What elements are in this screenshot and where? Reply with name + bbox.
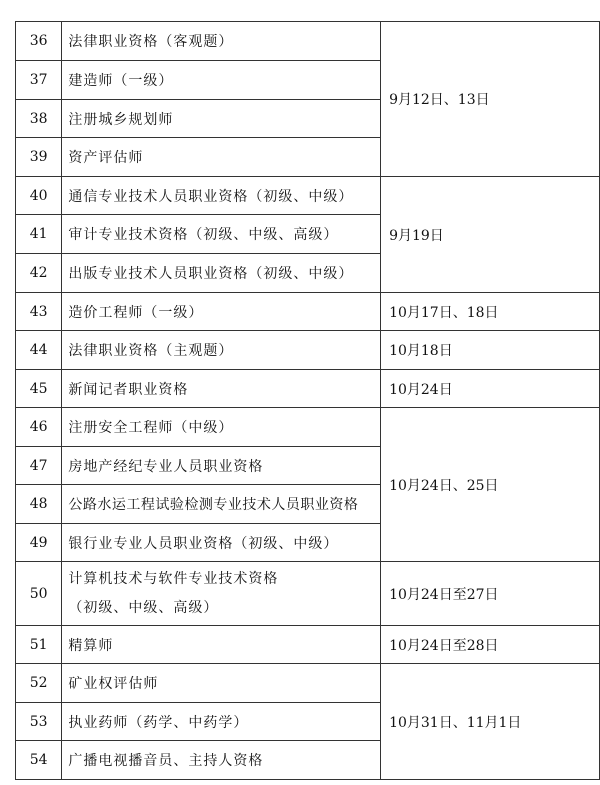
row-number: 53 xyxy=(16,703,62,741)
exam-name: 广播电视播音员、主持人资格 xyxy=(62,741,381,780)
row-number: 44 xyxy=(16,331,62,370)
row-number: 52 xyxy=(16,664,62,703)
row-number: 38 xyxy=(16,100,62,138)
exam-name: 房地产经纪专业人员职业资格 xyxy=(62,447,381,485)
row-number: 42 xyxy=(16,254,62,293)
exam-name: 新闻记者职业资格 xyxy=(62,370,381,408)
exam-date: 9月19日 xyxy=(381,177,600,293)
row-number: 54 xyxy=(16,741,62,780)
exam-date: 10月24日 xyxy=(381,370,600,408)
table-row xyxy=(16,177,600,215)
exam-name: 造价工程师（一级） xyxy=(62,293,381,331)
row-number: 48 xyxy=(16,485,62,524)
row-number: 49 xyxy=(16,524,62,562)
exam-name: 法律职业资格（客观题） xyxy=(62,22,381,61)
exam-name: 资产评估师 xyxy=(62,138,381,177)
exam-name: 公路水运工程试验检测专业技术人员职业资格 xyxy=(62,485,381,524)
exam-date: 9月12日、13日 xyxy=(381,22,600,177)
exam-name: 精算师 xyxy=(62,626,381,664)
exam-name: 建造师（一级） xyxy=(62,61,381,100)
exam-name: 注册安全工程师（中级） xyxy=(62,408,381,447)
exam-name xyxy=(62,562,381,626)
row-number: 46 xyxy=(16,408,62,447)
exam-name: 出版专业技术人员职业资格（初级、中级） xyxy=(62,254,381,293)
row-number: 43 xyxy=(16,293,62,331)
row-number: 45 xyxy=(16,370,62,408)
exam-name: 审计专业技术资格（初级、中级、高级） xyxy=(62,215,381,254)
exam-date: 10月24日至28日 xyxy=(381,626,600,664)
exam-name: 银行业专业人员职业资格（初级、中级） xyxy=(62,524,381,562)
row-number: 37 xyxy=(16,61,62,100)
table-row xyxy=(16,562,600,626)
exam-name-line1: 计算机技术与软件专业技术资格 xyxy=(68,570,279,587)
exam-name-line2: （初级、中级、高级） xyxy=(68,599,219,616)
table-row xyxy=(16,293,600,331)
row-number: 51 xyxy=(16,626,62,664)
exam-name: 矿业权评估师 xyxy=(62,664,381,703)
exam-name: 执业药师（药学、中药学） xyxy=(62,703,381,741)
row-number: 47 xyxy=(16,447,62,485)
table-row xyxy=(16,22,600,61)
exam-name: 法律职业资格（主观题） xyxy=(62,331,381,370)
exam-date: 10月17日、18日 xyxy=(381,293,600,331)
table-row xyxy=(16,408,600,447)
exam-date: 10月24日至27日 xyxy=(381,562,600,626)
exam-schedule-table xyxy=(15,21,600,780)
row-number: 50 xyxy=(16,562,62,626)
table-row xyxy=(16,626,600,664)
table-row xyxy=(16,370,600,408)
table-row xyxy=(16,664,600,703)
row-number: 41 xyxy=(16,215,62,254)
exam-date: 10月24日、25日 xyxy=(381,408,600,562)
exam-name: 注册城乡规划师 xyxy=(62,100,381,138)
table-row xyxy=(16,331,600,370)
exam-name: 通信专业技术人员职业资格（初级、中级） xyxy=(62,177,381,215)
row-number: 40 xyxy=(16,177,62,215)
row-number: 36 xyxy=(16,22,62,61)
row-number: 39 xyxy=(16,138,62,177)
exam-date: 10月18日 xyxy=(381,331,600,370)
exam-date: 10月31日、11月1日 xyxy=(381,664,600,780)
